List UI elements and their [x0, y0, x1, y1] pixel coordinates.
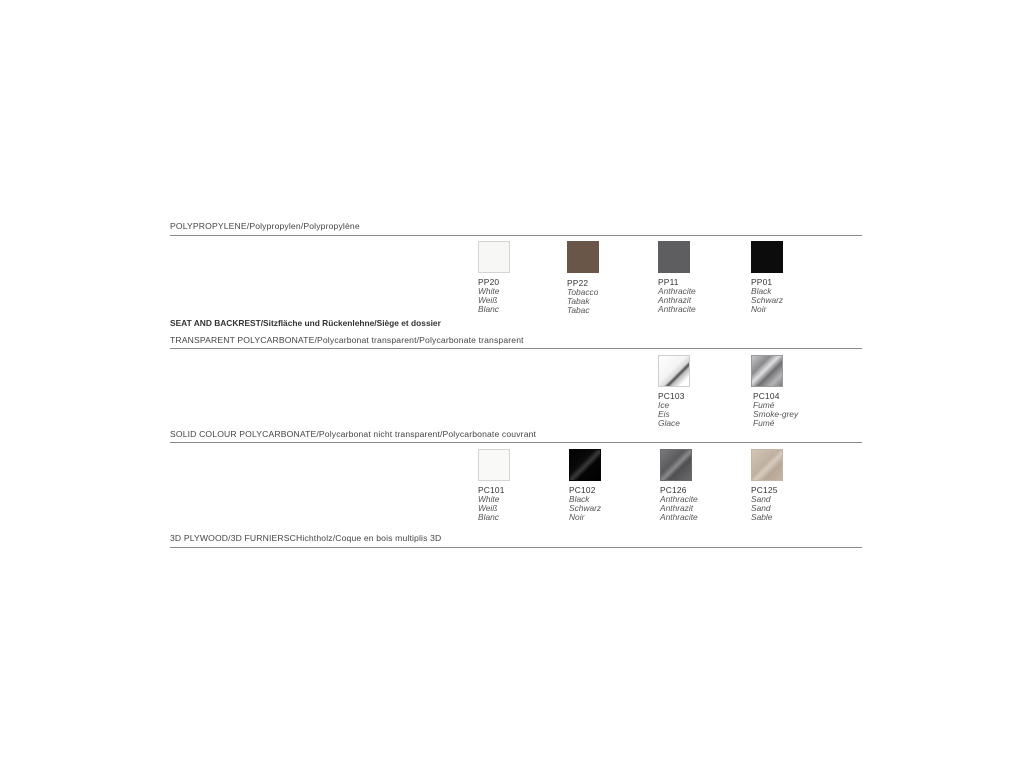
transparent-polycarbonate-title: TRANSPARENT POLYCARBONATE/Polycarbonat transparent/Polycarbonate transparent: [170, 335, 524, 345]
swatch-name-de: Eis: [658, 409, 670, 419]
color-swatch: [567, 241, 599, 273]
swatch-name-en: Anthracite: [658, 286, 696, 296]
swatch-pc104[interactable]: [751, 355, 851, 428]
swatch-code: PP22: [567, 278, 589, 288]
transparent-divider: [170, 348, 862, 349]
swatch-names: [751, 495, 851, 522]
swatch-pc103[interactable]: [658, 355, 758, 428]
swatch-code: PP20: [478, 277, 500, 287]
swatch-names: [567, 288, 667, 315]
swatch-name-fr: Fumé: [753, 418, 775, 428]
swatch-name-en: Ice: [658, 400, 670, 410]
swatch-name-de: Anthrazit: [660, 503, 694, 513]
swatch-code: PP11: [658, 277, 679, 287]
swatch-pc102[interactable]: [569, 449, 669, 522]
swatch-name-en: Fumé: [753, 400, 775, 410]
swatch-name-de: Sand: [751, 503, 771, 513]
swatch-code: PC101: [478, 485, 505, 495]
swatch-pp22[interactable]: [567, 241, 667, 315]
swatch-names: [478, 495, 578, 522]
polypropylene-title: POLYPROPYLENE/Polypropylen/Polypropylène: [170, 221, 360, 231]
solid-polycarbonate-title: SOLID COLOUR POLYCARBONATE/Polycarbonat nicht transparent/Polycarbonate couvrant: [170, 429, 537, 439]
color-swatch: [658, 241, 690, 273]
swatch-names: [569, 495, 669, 522]
swatch-names: [478, 287, 578, 314]
solid-divider: [170, 442, 862, 443]
color-swatch: [751, 449, 783, 481]
swatch-names: [658, 401, 758, 428]
swatch-pp01[interactable]: [751, 241, 851, 314]
swatch-names: [753, 401, 851, 428]
swatch-code: PC125: [751, 485, 778, 495]
swatch-name-en: Black: [751, 286, 772, 296]
swatch-name-en: White: [478, 494, 500, 504]
color-swatch: [751, 241, 783, 273]
plywood-title: 3D PLYWOOD/3D FURNIERSCHichtholz/Coque en bois multiplis 3D: [170, 533, 442, 543]
swatch-name-fr: Noir: [569, 512, 585, 522]
swatch-name-fr: Blanc: [478, 512, 499, 522]
polypropylene-divider: [170, 235, 862, 236]
swatch-names: [751, 287, 851, 314]
swatch-name-fr: Blanc: [478, 304, 499, 314]
swatch-name-fr: Sable: [751, 512, 773, 522]
swatch-name-en: Black: [569, 494, 590, 504]
swatch-pc101[interactable]: [478, 449, 578, 522]
swatch-pc126[interactable]: [660, 449, 760, 522]
swatch-name-de: Anthrazit: [658, 295, 692, 305]
swatch-code: PC103: [658, 391, 685, 401]
color-swatch: [660, 449, 692, 481]
swatch-name-en: White: [478, 286, 500, 296]
swatch-name-en: Sand: [751, 494, 771, 504]
swatch-name-de: Smoke-grey: [753, 409, 799, 419]
color-swatch: [478, 241, 510, 273]
swatch-name-fr: Anthracite: [658, 304, 696, 314]
plywood-divider: [170, 547, 862, 548]
color-swatch: [658, 355, 690, 387]
swatch-name-en: Anthracite: [660, 494, 698, 504]
swatch-pc125[interactable]: [751, 449, 851, 522]
swatch-name-fr: Tabac: [567, 305, 590, 315]
swatch-code: PC102: [569, 485, 596, 495]
swatch-name-en: Tobacco: [567, 287, 599, 297]
seat-backrest-heading: SEAT AND BACKREST/Sitzfläche und Rückenlehne/Siège et dossier: [170, 318, 441, 328]
swatch-name-de: Weiß: [478, 503, 498, 513]
swatch-name-fr: Glace: [658, 418, 680, 428]
swatch-names: [660, 495, 760, 522]
swatch-name-fr: Anthracite: [660, 512, 698, 522]
swatch-pp11[interactable]: [658, 241, 758, 314]
color-swatch: [751, 355, 783, 387]
swatch-name-de: Tabak: [567, 296, 590, 306]
swatch-names: [658, 287, 758, 314]
swatch-pp20[interactable]: [478, 241, 578, 314]
swatch-code: PC126: [660, 485, 687, 495]
swatch-code: PC104: [753, 391, 780, 401]
swatch-name-fr: Noir: [751, 304, 767, 314]
swatch-name-de: Schwarz: [569, 503, 602, 513]
swatch-code: PP01: [751, 277, 773, 287]
swatch-name-de: Schwarz: [751, 295, 784, 305]
color-swatch: [569, 449, 601, 481]
color-swatch: [478, 449, 510, 481]
swatch-name-de: Weiß: [478, 295, 498, 305]
